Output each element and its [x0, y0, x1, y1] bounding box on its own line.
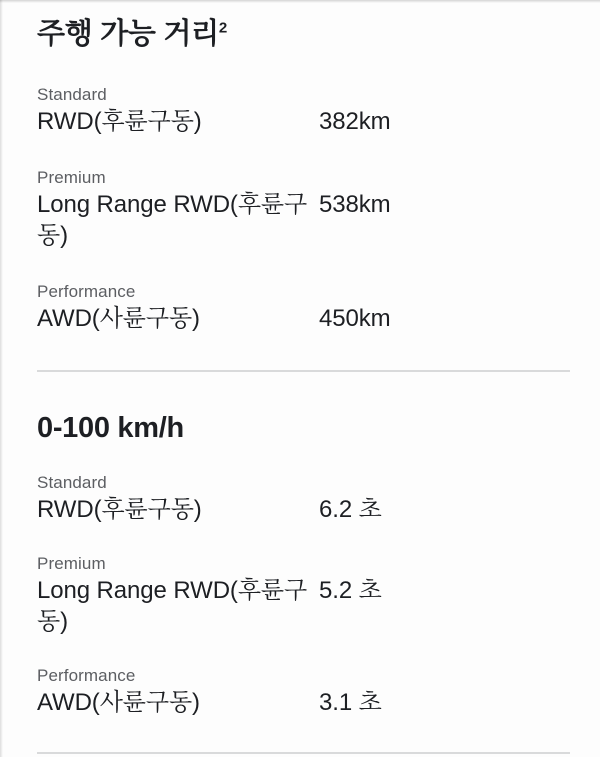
spec-label: RWD(후륜구동) [37, 496, 202, 523]
spec-row [37, 84, 570, 137]
section-title-text: 0-100 km/h [37, 412, 184, 444]
section-title-acceleration [37, 410, 570, 446]
spec-label: Long Range RWD(후륜구동) [37, 191, 308, 249]
spec-line [37, 303, 570, 334]
spec-section-acceleration [37, 410, 570, 718]
spec-value: 382km [319, 108, 391, 135]
spec-row [37, 167, 570, 251]
section-divider [37, 370, 570, 372]
trim-name: Standard [37, 85, 107, 104]
trim-name: Premium [37, 554, 106, 573]
spec-line [37, 106, 570, 137]
spec-line [37, 687, 570, 718]
section-title-driving-range [37, 16, 570, 52]
section-title-text: 주행 가능 거리 [37, 18, 219, 50]
trim-name: Standard [37, 473, 107, 492]
spec-label: RWD(후륜구동) [37, 108, 202, 135]
spec-section-driving-range [37, 16, 570, 334]
spec-label: Long Range RWD(후륜구동) [37, 577, 308, 635]
spec-line [37, 494, 570, 525]
screenshot-left-edge [0, 0, 3, 757]
trim-name: Performance [37, 282, 136, 301]
spec-row [37, 553, 570, 637]
trim-name: Premium [37, 168, 106, 187]
spec-value: 538km [319, 191, 391, 218]
spec-label: AWD(사륜구동) [37, 305, 200, 332]
spec-row [37, 472, 570, 525]
spec-value: 3.1 초 [319, 689, 382, 716]
spec-row [37, 665, 570, 718]
spec-label: AWD(사륜구동) [37, 689, 200, 716]
footnote-marker: 2 [218, 19, 227, 37]
spec-value: 5.2 초 [319, 577, 382, 604]
spec-line [37, 189, 570, 251]
spec-value: 450km [319, 305, 391, 332]
section-divider [37, 752, 570, 754]
spec-row [37, 281, 570, 334]
spec-value: 6.2 초 [319, 496, 382, 523]
screenshot-top-edge [0, 0, 600, 3]
trim-name: Performance [37, 666, 136, 685]
spec-line [37, 575, 570, 637]
